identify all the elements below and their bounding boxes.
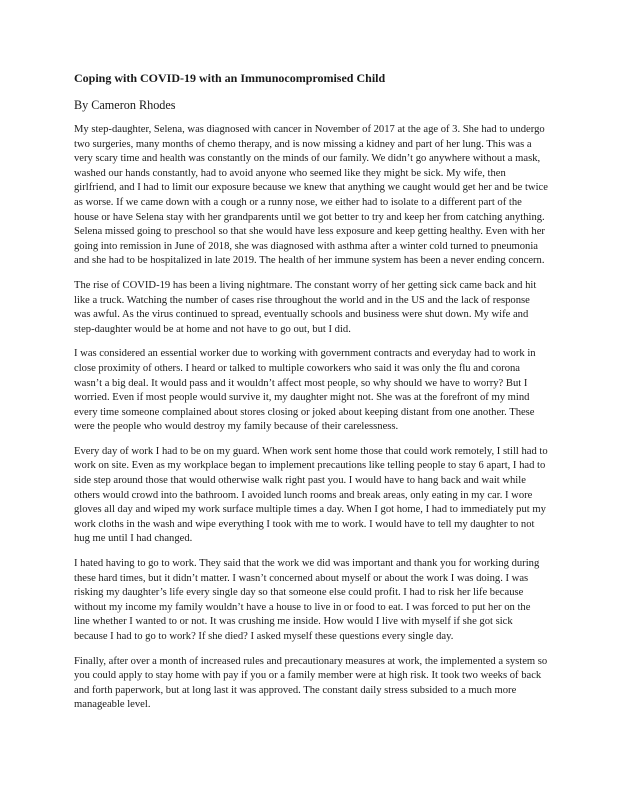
body-paragraph-4: Every day of work I had to be on my guard. When work sent home those that could work remotely, I still had to work on site. Even as my workplace began to implement precautions like telling people to stay 6 apart, I had to side step around those that would otherwise walk right past you. I would have to hang back and wait while others would crowd into the bathroom. I avoided lunch rooms and break areas, only eating in my car. I wore gloves all day and wiped my work surface multiple times a day. When I got home, I had to immediately put my work cloths in the wash and wipe everything I took with me to work. I would have to tell my daughter to not hug me until I had changed. <box>74 445 548 545</box>
body-paragraph-5: I hated having to go to work. They said that the work we did was important and thank you for working during these hard times, but it didn’t matter. I wasn’t concerned about myself or about the work I was doing. I was risking my daughter’s life every single day so that someone else could profit. I had to risk her life because without my income my family wouldn’t have a house to live in or food to eat. I was forced to put her on the line whether I wanted to or not. It was crushing me inside. How would I live with myself if she got sick because I had to go to work? If she died? I asked myself these questions every single day. <box>74 558 540 642</box>
body-paragraph-3: I was considered an essential worker due to working with government contracts and everyday had to work in close proximity of others. I heard or talked to multiple coworkers who said it was only the flu and corona wasn’t a big deal. It would pass and it wouldn’t affect most people, so why should we have to worry? But I worried. Even if most people would survive it, my daughter might not. She was at the forefront of my mind every time someone complained about stores closing or joked about keeping distant from one another. These were the people who would destroy my family because of their carelessness. <box>74 348 536 433</box>
document-title: Coping with COVID-19 with an Immunocompromised Child <box>74 71 386 85</box>
body-paragraph-6: Finally, after over a month of increased rules and precautionary measures at work, the implemented a system so you could apply to stay home with pay if you or a family member were at high risk. It took two weeks of back and forth paperwork, but at long last it was approved. The constant daily stress subsided to a much more manageable level. <box>74 655 548 711</box>
body-paragraph-2: The rise of COVID-19 has been a living nightmare. The constant worry of her getting sick came back and hit like a truck. Watching the number of cases rise throughout the world and in the US and the lack of response was awful. As the virus continued to spread, eventually schools and business were shut down. My wife and step-daughter would be at home and not have to go out, but I did. <box>74 279 537 335</box>
body-paragraph-1: My step-daughter, Selena, was diagnosed with cancer in November of 2017 at the age of 3. She had to undergo two surgeries, many months of chemo therapy, and is now missing a kidney and part of her lung. This was a very scary time and health was constantly on the minds of our family. We didn’t go anywhere without a mask, washed our hands constantly, had to avoid anyone who seemed like they might be sick. My wife, then girlfriend, and I had to limit our exposure because we knew that anything we caught would get her and be twice as worse. If we came down with a cough or a runny nose, we either had to isolate to a different part of the house or have Selena stay with her grandparents until we got better to try and keep her from catching anything. Selena missed going to preschool so that she would have less exposure and keep getting healthy. Even with her going into remission in June of 2018, she was diagnosed with asthma after a winter cold turned to pneumonia and she had to be hospitalized in late 2019. The health of her immune system has been a never ending concern. <box>74 124 548 267</box>
author-byline: By Cameron Rhodes <box>74 98 176 112</box>
